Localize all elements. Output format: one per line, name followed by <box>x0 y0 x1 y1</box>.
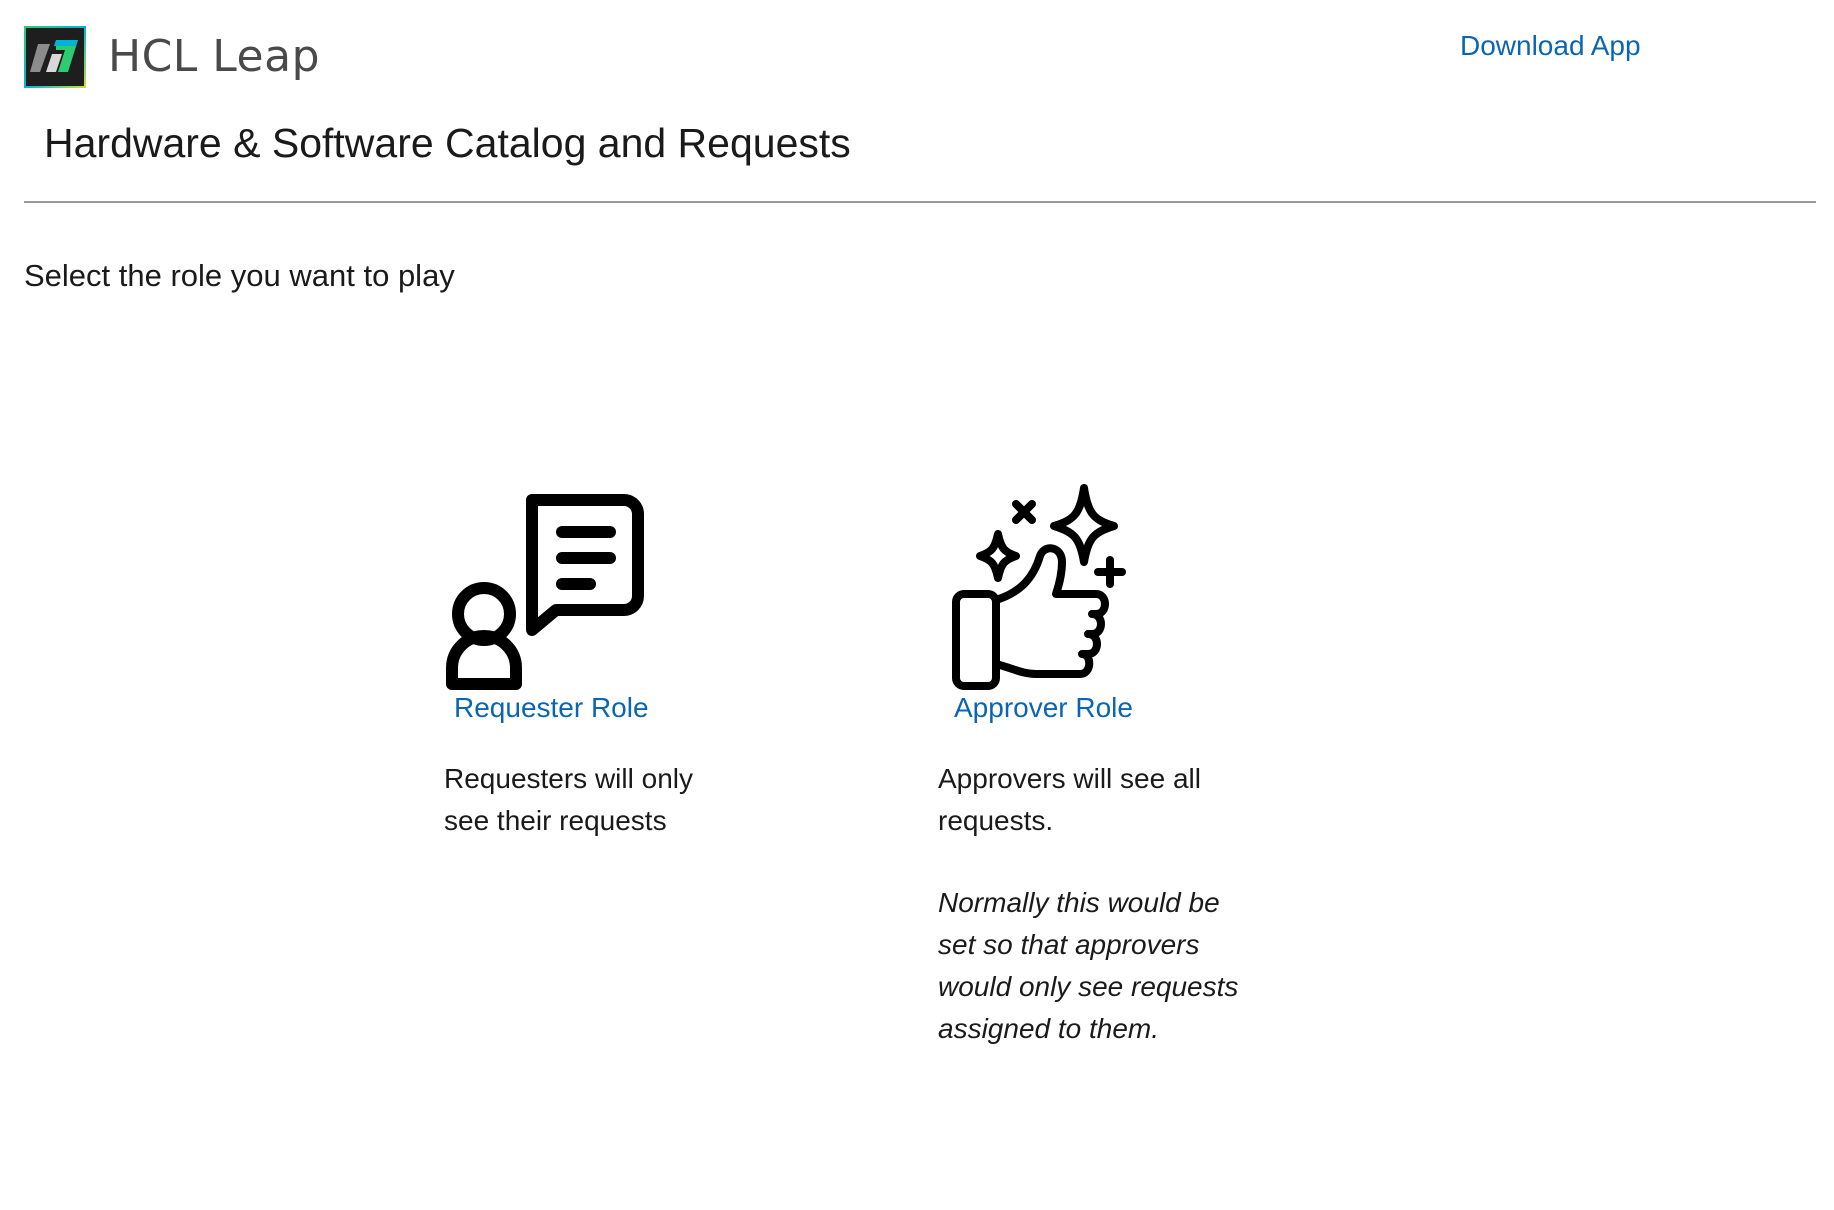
header-divider <box>24 201 1816 203</box>
approver-role-link[interactable]: Approver Role <box>954 692 1133 723</box>
requester-role-link[interactable]: Requester Role <box>454 692 649 723</box>
requester-role-description: Requesters will only see their requests <box>444 763 693 836</box>
role-instruction: Select the role you want to play <box>24 258 455 293</box>
download-app-link[interactable]: Download App <box>1460 30 1641 61</box>
app-name: HCL Leap <box>108 31 321 82</box>
person-speech-bubble-icon[interactable] <box>444 484 650 690</box>
thumbs-up-sparkles-icon[interactable] <box>952 484 1132 690</box>
page-title: Hardware & Software Catalog and Requests <box>44 120 851 166</box>
approver-role-description: Approvers will see all requests. <box>938 763 1201 836</box>
app-header <box>24 24 1804 94</box>
approver-role-note: Normally this would be set so that approvers would only see requests assigned to them. <box>938 887 1239 1044</box>
hcl-leap-logo-icon <box>24 26 86 88</box>
